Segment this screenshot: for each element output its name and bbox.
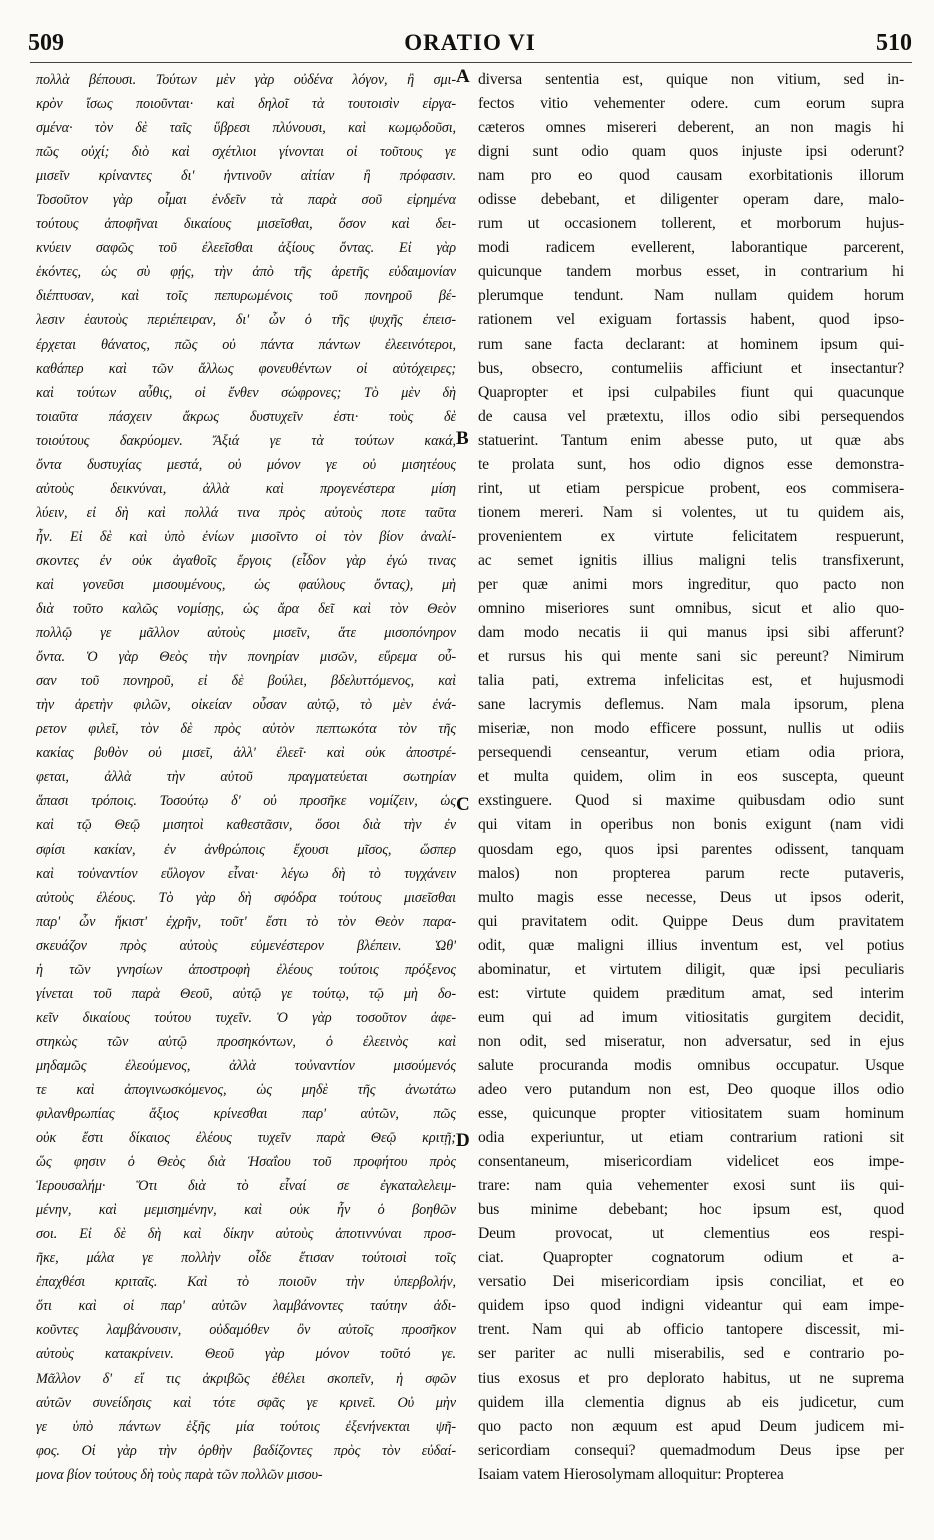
margin-marker-a: A xyxy=(456,66,470,87)
text-line: πολλὰ βέπουσι. Τούτων μὲν γὰρ οὐδένα λόγον, ἢ σμι- xyxy=(36,72,456,88)
page-header xyxy=(28,30,912,60)
text-line: digni sunt odio quam quos injuste ipsi oderunt? xyxy=(478,143,904,161)
text-line: de causa vel prætextu, illos odio sibi persequendos xyxy=(478,407,904,425)
text-line: λεσιν ἑαυτοὺς περιέπειραν, δι' ὧν ὁ τῆς ψυχῆς ἐπεισ- xyxy=(36,312,456,329)
text-line: odia experiuntur, ut etiam contrarium rationi sit xyxy=(478,1129,904,1147)
text-line: malos) non propterea parum recte putaveris, xyxy=(478,864,904,882)
text-line: exstinguere. Quod si maxime quibusdam odio sunt xyxy=(478,792,904,810)
text-line: salute procuranda modis omnibus occupatur. Usque xyxy=(478,1056,904,1074)
text-line: έρχεται θάνατος, πῶς οὐ πάντα πάντων ἐλεεινότεροι, xyxy=(36,336,456,353)
text-line: σφίσι κακίαν, ἐν ἀνθρώποις ἔχουσι μῖσος, ὥσπερ xyxy=(36,841,456,858)
text-line: παρ' ὧν ἥκιστ' ἐχρῆν, τοῦτ' ἔστι τὸ τὸν Θεὸν παρα- xyxy=(36,913,456,930)
text-line: κεῖν δικαίους τούτου τυχεῖν. Ὁ γὰρ τοσοῦτον ἀφε- xyxy=(36,1009,456,1026)
text-line: αὐτοὺς ἐλέους. Τὸ γὰρ δὴ σφόδρα τούτους μισεῖσθαι xyxy=(36,889,456,906)
text-line: dam modo necatis ii qui manus ipsi sibi afferunt? xyxy=(478,624,904,642)
text-line: ἐπαχθέσι κριταῖς. Καὶ τὸ ποιοῦν τὴν ὑπερβολήν, xyxy=(36,1274,456,1291)
text-line: quidem ipso quod indigni videantur qui eam impe- xyxy=(478,1297,904,1315)
text-line: non odit, sed miseratur, non adversatur, sed in ejus xyxy=(478,1032,904,1050)
text-line: omnino miseriores sunt omnibus, sicut et alio quo- xyxy=(478,600,904,618)
text-line: Isaiam vatem Hierosolymam alloquitur: Propterea xyxy=(478,1465,784,1483)
text-line: τε καὶ ἀπογινωσκόμενος, ὡς μηδὲ τῆς ἀνωτάτω xyxy=(36,1081,456,1098)
text-line: odisse debebant, et diligenter operam dare, malo- xyxy=(478,191,904,209)
text-line: καὶ τοὐναντίον εὔλογον εἶναι· λέγω δὴ τὸ τυγχάνειν xyxy=(36,865,456,882)
text-line: φεται, ἀλλὰ τὴν αὐτοῦ πραγματεύεται σωτηρίαν xyxy=(36,769,456,786)
text-line: cæteros omnes misereri deberent, an non magis hi xyxy=(478,119,904,137)
text-line: bus, obsecro, contumeliis afficiunt et insectantur? xyxy=(478,359,904,377)
text-line: μονα βίον τούτους δὴ τοὺς παρὰ τῶν πολλῶν μισου- xyxy=(36,1466,323,1483)
text-line: διὰ τοῦτο καλῶς νομίσῃς, ὡς ἄρα δεῖ καὶ τὸν Θεὸν xyxy=(36,601,456,618)
text-line: τούτους ἀποφῆναι δικαίους μισεῖσθαι, ὅσον καὶ δει- xyxy=(36,216,456,233)
text-line: αὐτοὺς δεικνύναι, ἀλλὰ καὶ προγενέστερα μίση xyxy=(36,480,456,497)
text-line: οὐκ ἔστι δίκαιος ἐλέους τυχεῖν παρὰ Θεῷ κριτῇ; xyxy=(36,1130,456,1147)
text-line: μηδαμῶς ἐλεούμενος, ἀλλὰ τοὐναντίον μισούμενός xyxy=(36,1057,456,1074)
text-line: et rursus his qui mente sani sic pereunt? Nimirum xyxy=(478,648,904,666)
text-line: κρὸν ἴσως ποιοῦνται· καὶ δηλοῖ τὰ τουτοισὶν εἰργα- xyxy=(36,96,456,113)
text-line: multo magis esse necesse, Deus ut ipsos oderit, xyxy=(478,888,904,906)
text-line: ciat. Quapropter cognatorum odium et a- xyxy=(478,1249,904,1267)
text-line: est: virtute quidem præditum amat, sed interim xyxy=(478,984,904,1002)
text-line: bus minime debebant; hoc ipsum est, quod xyxy=(478,1201,904,1219)
text-line: versatio Dei misericordiam ipsis conciliat, et eo xyxy=(478,1273,904,1291)
margin-marker-b: B xyxy=(456,428,469,449)
text-line: Τοσοῦτον γὰρ οἶμαι ἐνδεῖν τὰ παρὰ σοῦ εἰρημένα xyxy=(36,192,456,209)
text-line: ser pariter ac nulli miserabilis, sed e contrario po- xyxy=(478,1345,904,1363)
text-line: τοιαῦτα πάσχειν ἄκρως δυστυχεῖν ἐστι· τοὺς δὲ xyxy=(36,408,456,425)
text-line: quidem illa clementia dignus ab eis judicetur, cum xyxy=(478,1393,904,1411)
text-line: ἅπασι τρόποις. Τοσούτῳ δ' οὐ προσῆκε νομίζειν, ὡς xyxy=(36,793,456,810)
text-line: κακίας βυθὸν οὐ μισεῖ, ἀλλ' ἐλεεῖ· καὶ οὐκ ἀποστρέ- xyxy=(36,745,456,762)
text-line: ac semet ignitis illius maligni telis transfixerunt, xyxy=(478,551,904,569)
running-title: ORATIO VI xyxy=(404,30,536,55)
text-line: μισεῖν κρίναντες δι' ἡντινοῦν αἰτίαν ἢ πρόφασιν. xyxy=(36,168,456,185)
text-line: καὶ τῷ Θεῷ μισητοὶ καθεστᾶσιν, ὅσοι διὰ τὴν ἐν xyxy=(36,817,456,834)
text-line: κνύειν σαφῶς τοῦ ἐλεεῖσθαι ἀξίους ὄντας. Εἰ γὰρ xyxy=(36,240,456,257)
text-line: αὐτῶν συνείδησις καὶ τότε σφᾶς γε κρινεῖ. Οὐ μὴν xyxy=(36,1394,456,1411)
text-line: odit, quæ maligni illius inventum est, vel potius xyxy=(478,936,904,954)
margin-marker-c: C xyxy=(456,794,470,815)
text-line: ἡ τῶν γνησίων ἀποστροφὴ ἐλέους τούτοις πρόξενος xyxy=(36,961,456,978)
text-line: γε ὑπὸ πάντων ἑξῆς μία τούτοις ἐξενήνεκται ψῆ- xyxy=(36,1418,456,1435)
text-line: esse, quicunque propter vitiositatem suam hominum xyxy=(478,1105,904,1123)
text-line: eum qui ad imum vitiositatis gurgitem decidit, xyxy=(478,1008,904,1026)
text-line: talia pati, extrema infelicitas est, et hujusmodi xyxy=(478,672,904,690)
right-page-number: 510 xyxy=(876,30,912,56)
text-line: καὶ γονεῦσι μισουμένους, ὡς φαύλους ὄντας), μὴ xyxy=(36,576,456,593)
text-line: στηκὼς τῶν αὐτῷ προσηκόντων, ὁ ἐλεεινὸς καὶ xyxy=(36,1033,456,1050)
text-line: ρετον φιλεῖ, τὸν δὲ πρὸς αὐτὸν πεπτωκότα τὸν τῆς xyxy=(36,721,456,738)
text-line: σαν τοῦ πονηροῦ, εἰ δὲ βούλει, βδελυττόμενος, καὶ xyxy=(36,673,456,690)
text-line: rum ut occasionem tollerent, et morborum hujus- xyxy=(478,215,904,233)
text-line: λύειν, εἰ δὴ καὶ πολλά τινα πρὸς αὐτοὺς ποτε ταῦτα xyxy=(36,504,456,521)
text-line: σκοντες ἐν οὐκ ἀγαθοῖς ἔργοις (εἶδον γὰρ ἐγώ τινας xyxy=(36,552,456,569)
text-line: modi radicem evellerent, laborantique parcerent, xyxy=(478,239,904,257)
latin-text-column xyxy=(478,68,904,1487)
text-line: persequendi censeantur, verum etiam odia priora, xyxy=(478,744,904,762)
text-line: καθάπερ καὶ τῶν ἄλλως φονευθέντων οἱ αὐτόχειρες; xyxy=(36,360,456,377)
text-line: διέπτυσαν, καὶ τοῖς πεπυρωμένοις τοῦ πονηροῦ βέ- xyxy=(36,288,456,305)
text-line: adeo vero putandum non est, Deo quoque illos odio xyxy=(478,1080,904,1098)
text-line: ὄντα δυστυχίας μεστά, οὐ μόνον γε οὐ μισητέους xyxy=(36,456,456,473)
text-line: quosdam ego, quos ipsi parentes odissent, tanquam xyxy=(478,840,904,858)
text-line: qui vitam in operibus non bonis exigunt (nam vidi xyxy=(478,816,904,834)
text-line: καὶ τούτων αὖθις, οἱ ἔνθεν σώφρονες; Τὸ μὲν δὴ xyxy=(36,384,456,401)
text-line: ὅτι καὶ οἱ παρ' αὐτῶν λαμβάνοντες ταύτην ἀδι- xyxy=(36,1298,456,1315)
left-page-number: 509 xyxy=(28,30,64,56)
text-line: Quapropter et ipsi culpabiles fiunt qui quacunque xyxy=(478,383,904,401)
text-line: σοι. Εἰ δὲ δὴ καὶ δίκην αὐτοὺς ἀποτιννύναι προσ- xyxy=(36,1226,456,1243)
text-line: ἦν. Εἰ δὲ καὶ ὑπὸ ἐνίων μισοῖντο οἱ τὸν βίον ἀναλί- xyxy=(36,528,456,545)
text-line: πῶς οὐχί; διὸ καὶ σχέτλιοι γίνονται οἱ τοῦτους γε xyxy=(36,144,456,161)
text-line: sericordiam consequi? quemadmodum Deus ipse per xyxy=(478,1441,904,1459)
text-line: provenientem ex virtute felicitatem respuerunt, xyxy=(478,527,904,545)
margin-marker-d: D xyxy=(456,1130,470,1151)
greek-text-column xyxy=(36,68,456,1487)
text-line: diversa sententia est, quique non vitium, sed in- xyxy=(478,71,904,88)
text-line: αὐτοὺς κατακρίνειν. Θεοῦ γὰρ μόνον τοῦτό γε. xyxy=(36,1346,456,1363)
header-rule xyxy=(30,62,912,63)
text-line: nam pro eo quod causam exorbitationis illorum xyxy=(478,167,904,185)
text-line: τοιούτους δακρύομεν. Ἄξιά γε τὰ τούτων κακά, xyxy=(36,432,456,449)
text-line: φιλανθρωπίας ἄξιος κρίνεσθαι παρ' αὐτῶν, πῶς xyxy=(36,1106,456,1123)
text-line: ἑκόντες, ὡς σὺ φῄς, τὴν ἀπὸ τῆς ἀρετῆς εὐδαιμονίαν xyxy=(36,264,456,281)
text-line: ὥς φησιν ὁ Θεὸς διὰ Ἡσαΐου τοῦ προφήτου πρὸς xyxy=(36,1154,456,1171)
text-line: τὴν ἀρετὴν φιλῶν, οἰκείαν οὖσαν αὐτῷ, τὸ μὲν ἐνά- xyxy=(36,697,456,714)
text-line: consentaneum, misericordiam videlicet eos impe- xyxy=(478,1153,904,1171)
text-line: quo pacto non æquum est apud Deum judicem mi- xyxy=(478,1417,904,1435)
text-line: μένην, καὶ μεμισημένην, καὶ οὐκ ἦν ὁ βοηθῶν xyxy=(36,1202,456,1219)
text-line: Μᾶλλον δ' εἴ τις ἀκριβῶς ἐθέλει σκοπεῖν, ἡ σφῶν xyxy=(36,1370,456,1387)
text-line: σκευάζον πρὸς αὐτοὺς εὐμενέστερον βλέπειν. Ὡθ' xyxy=(36,937,456,954)
text-line: σμένα· τὸν δὲ ταῖς ὕβρεσι πλύνουσι, καὶ κωμῳδοῦσι, xyxy=(36,120,456,137)
text-line: plerumque tendunt. Nam nullam quidem horum xyxy=(478,287,904,305)
text-line: πολλῷ γε μᾶλλον αὐτοὺς μισεῖν, ἅτε μισοπόνηρον xyxy=(36,625,456,642)
text-line: te prolata sunt, hos odio dignos esse demonstra- xyxy=(478,455,904,473)
text-line: et multa quidem, olim in eos suscepta, queunt xyxy=(478,768,904,786)
text-line: trare: nam quia vehementer exosi sunt iis qui- xyxy=(478,1177,904,1195)
text-line: abominatur, et virtutem diligit, quæ ipsi peculiaris xyxy=(478,960,904,978)
text-line: tionem mereri. Nam si volentes, ut tu quidem ais, xyxy=(478,503,904,521)
text-line: rum sane facta declarant: at hominem ipsum qui- xyxy=(478,335,904,353)
text-line: rationem vel exiguam fortassis habent, quod ipso- xyxy=(478,311,904,329)
text-line: sane lacrymis deflemus. Nam mala ipsorum, plena xyxy=(478,696,904,714)
text-line: fectos vitio vehementer odere. cum eorum supra xyxy=(478,95,904,113)
text-line: per quæ animi mors ingreditur, quo pacto non xyxy=(478,575,904,593)
text-line: trent. Nam qui ab officio tantopere discessit, mi- xyxy=(478,1321,904,1339)
text-line: φος. Οἱ γὰρ τὴν ὀρθὴν βαδίζοντες πρὸς τὸν εὐδαί- xyxy=(36,1442,456,1459)
text-line: qui pravitatem odit. Quippe Deus dum pravitatem xyxy=(478,912,904,930)
text-line: Deum provocat, ut clementius eos respi- xyxy=(478,1225,904,1243)
text-line: κοῦντες λαμβάνουσιν, οὐδαμόθεν ὂν αὐτοῖς προσῆκον xyxy=(36,1322,456,1339)
text-line: quicunque tandem morbus esset, in contrarium hi xyxy=(478,263,904,281)
text-line: miseriæ, non modo efficere possunt, nullis ut odiis xyxy=(478,720,904,738)
text-line: Ἱερουσαλήμ· Ὅτι διὰ τὸ εἶναί σε ἐγκαταλελειμ- xyxy=(36,1178,456,1195)
text-line: γίνεται τοῦ παρὰ Θεοῦ, αὐτῷ γε τούτῳ, τῷ μὴ δο- xyxy=(36,985,456,1002)
text-line: tius exosus et pro deplorato habitus, ut ne suprema xyxy=(478,1369,904,1387)
text-line: statuerint. Tantum enim abesse puto, ut quæ abs xyxy=(478,431,904,449)
text-line: ῆκε, μάλα γε πολλὴν οἶδε ἔτισαν τούτοισὶ τοῖς xyxy=(36,1250,456,1267)
text-line: rint, ut etiam perspicue probent, eos commisera- xyxy=(478,479,904,497)
text-line: ὄντα. Ὁ γὰρ Θεὸς τὴν πονηρίαν μισῶν, εὕρεμα οὖ- xyxy=(36,649,456,666)
